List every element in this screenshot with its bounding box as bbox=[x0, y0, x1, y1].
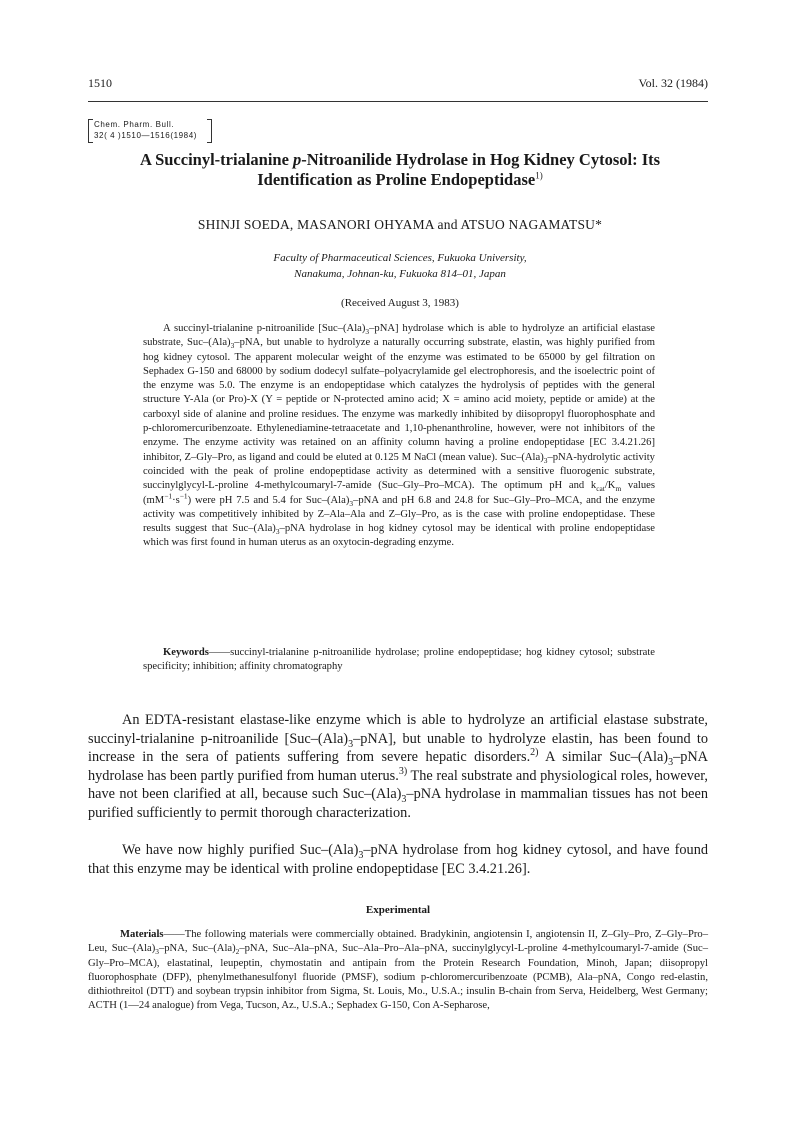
journal-reference bbox=[88, 119, 212, 141]
running-header bbox=[88, 76, 708, 92]
journal-volume-pages: 32( 4 )1510—1516(1984) bbox=[94, 131, 198, 140]
intro-paragraph-1: An EDTA-resistant elastase-like enzyme which is able to hydrolyze an artificial elastase substrate, succinyl-trialanine p-nitroanilide $[Suc-(Ala)_3-pNA]$, but unable to hydrolyze elastin, has been found to increase in the sera of patients suffering from severe hepatic disorders.$^{2)}$ A similar Suc–$(Ala)_3$–pNA hydrolase has been partly purified from human uterus.$^{3)}$ The real substrate and physiological roles, however, have not been clarified at all, because such Suc–$(Ala)_3$–pNA hydrolase in mammalian tissues has not been purified sufficiently to permit thorough characterization. bbox=[88, 712, 709, 821]
abstract: A succinyl-trialanine p-nitroanilide $[Suc-(Ala)_3-pNA]$ hydrolase which is able to hydrolyze an artificial elastase substrate, Suc–$(Ala)_3$–pNA, but unable to hydrolyze a naturally occurring substrate, elastin, was highly purified from hog kidney cytosol. The apparent molecular weight of the enzyme was estimated to be 65000 by gel filtration on Sephadex G-150 and 68000 by sodium dodecyl sulfate–polyacrylamide gel electrophoresis, and the isoelectric point of the enzyme was 5.0. The enzyme is an endopeptidase which catalyzes the hydrolysis of peptides with the general structure Y-Ala (or Pro)-X (Y = peptide or N-protected amino acid; X = amino acid moiety, peptide or amide) at the carboxyl side of alanine and proline residues. The enzyme was markedly inhibited by diisopropyl fluorophosphate and p-chloromercuribenzoate. Ethylenediamine-tetraacetate and 1,10-phenanthroline, however, were not inhibitors of the enzyme. The enzyme activity was retained on an affinity column having a proline endopeptidase [EC 3.4.21.26] inhibitor, Z–Gly–Pro, as ligand and could be eluted at 0.125 M NaCl (mean value). Suc–$(Ala)_3-pNA$-hydrolytic activity coincided with the peak of proline endopeptidase activity as determined with a sensitive fluorogenic substrate, succinylglycyl-L-proline 4-methylcoumaryl-7-amide (Suc–Gly–Pro–MCA). The optimum pH and $k_{cat}/K_m$ values $(mM^{-1}\cdot s^{-1})$ were pH 7.5 and 5.4 for Suc–$(Ala)_3$–pNA and pH 6.8 and 24.8 for Suc–Gly–Pro–MCA, and the enzyme activity was competitively inhibited by Z–Ala–Ala and Z–Gly–Pro, as is the case with proline endopeptidase. These results suggest that Suc–$(Ala)_3$–pNA hydrolase in hog kidney cytosol may be identical with proline endopeptidase which was first found in human uterus as an oxytocin-degrading enzyme. bbox=[143, 323, 656, 549]
affiliation: Faculty of Pharmaceutical Sciences, Fukuoka University, Nanakuma, Johnan-ku, Fukuoka 814–01, Japan bbox=[273, 252, 527, 280]
materials-paragraph: Materials——The following materials were commercially obtained. Bradykinin, angiotensin I, angiotensin II, Z–Gly–Pro, Z–Gly–Pro–Leu, Suc–$(Ala)_3$–pNA, Suc–$(Ala)_2$–pNA, Suc–Ala–pNA, Suc–Ala–Pro–Ala–pNA, succinylglycyl-L-proline 4-methylcoumaryl-7-amide (Suc–Gly–Pro–MCA), elastatinal, leupeptin, chymostatin and antipain from the Protein Research Foundation, Minoh, Japan; diisopropyl fluorophosphate (DFP), phenylmethanesulfonyl fluoride (PMSF), sodium p-chloromercuribenzoate (PCMB), Ala–pNA, Congo red-elastin, dithiothreitol (DTT) and soybean trypsin inhibitor from Sigma, St. Louis, Mo., U.S.A.; insulin B-chain from Serva, Heidelberg, West Germany; ACTH (1—24 analogue) from Vega, Tucson, Az., U.S.A.; Sephadex G-150, Con A-Sepharose, bbox=[88, 929, 708, 1012]
header-rule bbox=[88, 101, 708, 102]
page-number: 1510 bbox=[88, 76, 112, 90]
paper-title: A Succinyl-trialanine p-Nitroanilide Hydrolase in Hog Kidney Cytosol: Its Identification as Proline Endopeptidase$^{1)}$ bbox=[139, 150, 661, 189]
received-date: (Received August 3, 1983) bbox=[341, 297, 459, 309]
title-footnote: 1) bbox=[535, 170, 543, 181]
section-heading-experimental: Experimental bbox=[365, 904, 431, 916]
volume-info: Vol. 32 (1984) bbox=[638, 76, 708, 90]
materials-label: Materials bbox=[120, 929, 164, 940]
journal-name: Chem. Pharm. Bull. bbox=[94, 120, 175, 129]
citation-3: 3) bbox=[398, 766, 408, 778]
citation-2: 2) bbox=[530, 747, 539, 759]
author-list: SHINJI SOEDA, MASANORI OHYAMA and ATSUO NAGAMATSU* bbox=[197, 217, 603, 232]
keywords: Keywords——succinyl-trialanine p-nitroanilide hydrolase; proline endopeptidase; hog kidney cytosol; substrate specificity; inhibition; affinity chromatography bbox=[143, 647, 655, 673]
intro-paragraph-2: We have now highly purified Suc–$(Ala)_3$–pNA hydrolase from hog kidney cytosol, and have found that this enzyme may be identical with proline endopeptidase [EC 3.4.21.26]. bbox=[88, 842, 709, 877]
keywords-label: Keywords bbox=[163, 647, 209, 658]
